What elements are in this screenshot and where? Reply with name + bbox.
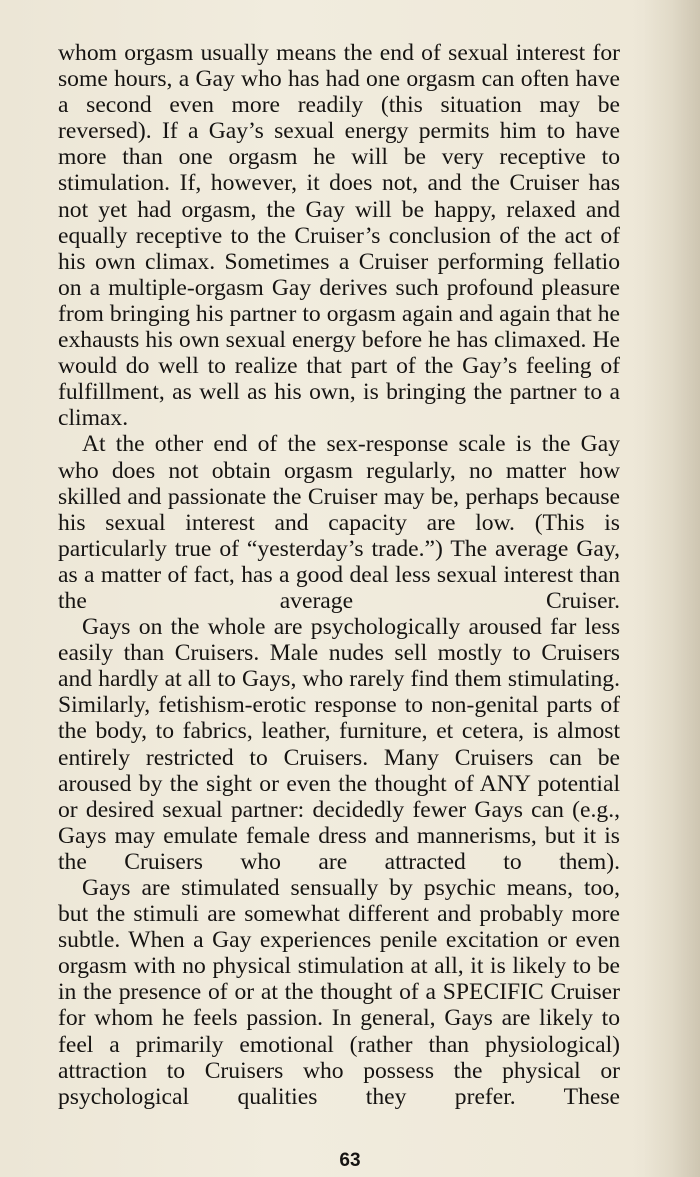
- paragraph-2: At the other end of the sex-response scale is the Gay who does not obtain orgasm regularly, no matter how skilled and passionate the Cruiser may be, perhaps because his sexual interest and capacity are low. (This is particularly true of “yesterday’s trade.”) The average Gay, as a matter of fact, has a good deal less sexual interest than the average Cruiser.: [58, 431, 620, 614]
- page-number: 63: [339, 1150, 361, 1171]
- paragraph-1: whom orgasm usually means the end of sexual interest for some hours, a Gay who has had one orgasm can often have a second even more readily (this situation may be reversed). If a Gay’s sexual energy permits him to have more than one orgasm he will be very receptive to stimulation. If, however, it does not, and the Cruiser has not yet had orgasm, the Gay will be happy, relaxed and equally receptive to the Cruiser’s conclusion of the act of his own climax. Sometimes a Cruiser performing fellatio on a multiple-orgasm Gay derives such profound pleasure from bringing his partner to orgasm again and again that he exhausts his own sexual energy before he has climaxed. He would do well to realize that part of the Gay’s feeling of fulfillment, as well as his own, is bringing the partner to a climax.: [58, 40, 620, 432]
- paragraph-3: Gays on the whole are psychologically aroused far less easily than Cruisers. Male nudes sell mostly to Cruisers and hardly at all to Gays, who rarely find them stimulating. Similarly, fetishism-erotic response to non-genital parts of the body, to fabrics, leather, furniture, et cetera, is almost entirely restricted to Cruisers. Many Cruisers can be aroused by the sight or even the thought of ANY potential or desired sexual partner: decidedly fewer Gays can (e.g., Gays may emulate female dress and mannerisms, but it is the Cruisers who are attracted to them).: [58, 614, 620, 875]
- body-text: [58, 40, 620, 1110]
- facing-page-bleed: [630, 0, 700, 1177]
- paragraph-4: Gays are stimulated sensually by psychic means, too, but the stimuli are somewhat different and probably more subtle. When a Gay experiences penile excitation or even orgasm with no physical stimulation at all, it is likely to be in the presence of or at the thought of a SPECIFIC Cruiser for whom he feels passion. In general, Gays are likely to feel a primarily emotional (rather than physiological) attraction to Cruisers who possess the physical or psychological qualities they prefer. These: [58, 875, 620, 1110]
